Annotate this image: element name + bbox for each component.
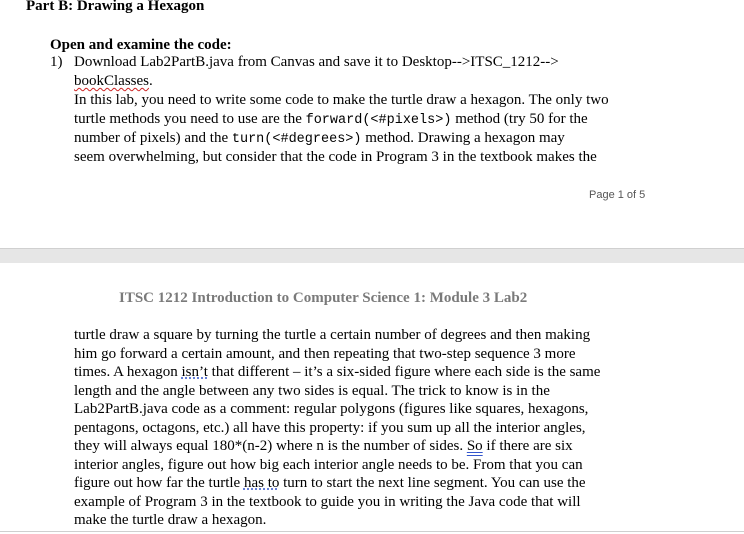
- text-line: [74, 148, 674, 167]
- document-page-2: [0, 263, 744, 534]
- list-number: 1): [50, 54, 63, 70]
- text-line: [74, 400, 674, 419]
- spellcheck-word: bookClasses: [74, 73, 149, 89]
- text-run: interior angles, figure out how big each interior angle needs to be. From that you can: [74, 456, 583, 473]
- page-header: ITSC 1212 Introduction to Computer Science 1: Module 3 Lab2: [119, 290, 528, 306]
- text-run: times. A hexagon: [74, 364, 182, 380]
- text-run: .: [149, 73, 153, 89]
- code-forward: forward(<#pixels>): [305, 113, 452, 128]
- text-line: [74, 437, 674, 456]
- page-number: Page 1 of 5: [589, 189, 646, 201]
- text-line: [74, 72, 674, 91]
- paragraph: [74, 326, 674, 530]
- text-run: pentagons, octagons, etc.) all have this property: if you sum up all the interior angles,: [74, 419, 586, 436]
- section-heading: Part B: Drawing a Hexagon: [26, 0, 205, 14]
- text-run: Download Lab2PartB.java from Canvas and save it to Desktop-->ITSC_1212-->: [74, 54, 559, 70]
- text-run: that different – it’s a six-sided figure where each side is the same: [207, 364, 601, 380]
- text-run: seem overwhelming, but consider that the code in Program 3 in the textbook makes the: [74, 149, 597, 165]
- text-run: turn to start the next line segment. You can use the: [279, 475, 586, 491]
- text-run: In this lab, you need to write some code to make the turtle draw a hexagon. The only two: [74, 92, 609, 108]
- text-line: [74, 110, 674, 129]
- text-line: [74, 91, 674, 110]
- grammar-flag-word: has to: [243, 475, 280, 491]
- text-run: him go forward a certain amount, and then repeating that two-step sequence 3 more: [74, 345, 576, 362]
- text-run: length and the angle between any two sides is equal. The trick to know is in the: [74, 382, 550, 399]
- text-run: turtle methods you need to use are the: [74, 111, 306, 127]
- page-bottom-rule: [0, 531, 744, 532]
- text-run: method. Drawing a hexagon may: [361, 130, 565, 146]
- code-turn: turn(<#degrees>): [231, 132, 362, 147]
- document-page-1: [0, 0, 744, 248]
- text-line: [74, 474, 674, 493]
- text-line: [74, 493, 674, 512]
- text-run: turtle draw a square by turning the turtle a certain number of degrees and then making: [74, 327, 591, 343]
- text-run: if there are six: [482, 438, 573, 454]
- text-line: [74, 129, 674, 148]
- text-line: [74, 419, 674, 438]
- text-run: figure out how far the turtle: [74, 475, 244, 491]
- grammar-flag-word: isn’t: [181, 364, 208, 380]
- text-line: [74, 363, 674, 382]
- text-line: [74, 53, 674, 72]
- text-run: number of pixels) and the: [74, 130, 232, 146]
- grammar-flag-word: So: [466, 438, 483, 454]
- text-run: Lab2PartB.java code as a comment: regular polygons (figures like squares, hexagons,: [74, 401, 589, 417]
- text-run: they will always equal 180*(n-2) where n is the number of sides.: [74, 438, 467, 454]
- text-line: [74, 511, 674, 530]
- text-run: example of Program 3 in the textbook to guide you in writing the Java code that will: [74, 493, 581, 510]
- page-separator: [0, 248, 744, 264]
- instruction-text: [74, 53, 674, 167]
- text-line: [74, 345, 674, 364]
- text-line: [74, 382, 674, 401]
- text-line: [74, 456, 674, 475]
- text-run: method (try 50 for the: [451, 111, 588, 127]
- subsection-heading: Open and examine the code:: [50, 37, 232, 53]
- text-line: [74, 326, 674, 345]
- text-run: make the turtle draw a hexagon.: [74, 512, 267, 528]
